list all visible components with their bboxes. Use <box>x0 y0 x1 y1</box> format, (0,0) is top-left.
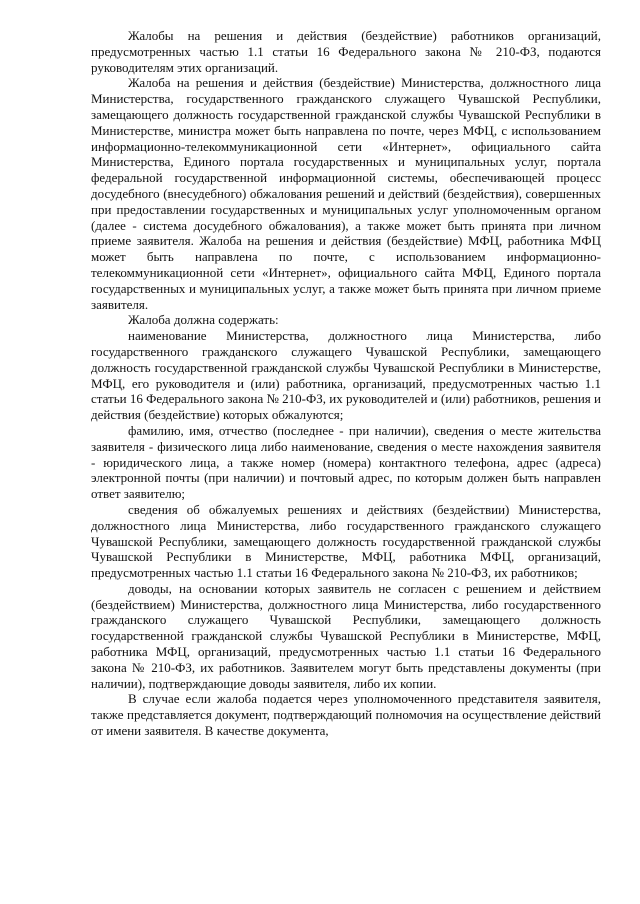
paragraph-complaint-submission-channels: Жалоба на решения и действия (бездействие) Министерства, должностного лица Министерства, государственного гражданского служащего Чувашской Республики, замещающего должность государственной гражданской службы Чувашской Республики в Министерстве, министра может быть направлена по почте, через МФЦ, с использованием информационно-телекоммуникационной сети «Интернет», официального сайта Министерства, Единого портала государственных и муниципальных услуг, портала федеральной государственной информационной системы, обеспечивающей процесс досудебного (внесудебного) обжалования решений и действий (бездействия), совершенных при предоставлении государственных и муниципальных услуг уполномоченным органом (далее - система досудебного обжалования), а также может быть принята при личном приеме заявителя. Жалоба на решения и действия (бездействие) МФЦ, работника МФЦ может быть направлена по почте, с использованием информационно-телекоммуникационной сети «Интернет», официального сайта МФЦ, Единого портала государственных и муниципальных услуг, а также может быть принята при личном приеме заявителя. <box>91 75 601 312</box>
paragraph-complaints-organizations: Жалобы на решения и действия (бездействие) работников организаций, предусмотренных частью 1.1 статьи 16 Федерального закона № 210-ФЗ, подаются руководителям этих организаций. <box>91 28 601 75</box>
paragraph-complaint-item-name: наименование Министерства, должностного лица Министерства, либо государственного гражданского служащего Чувашской Республики, замещающего должность государственной гражданской службы Чувашской Республики в Министерстве, МФЦ, его руководителя и (или) работника, организаций, предусмотренных частью 1.1 статьи 16 Федерального закона № 210-ФЗ, их руководителей и (или) работников, решения и действия (бездействие) которых обжалуются; <box>91 328 601 423</box>
paragraph-representative: В случае если жалоба подается через уполномоченного представителя заявителя, также представляется документ, подтверждающий полномочия на осуществление действий от имени заявителя. В качестве документа, <box>91 691 601 739</box>
paragraph-complaint-item-applicant: фамилию, имя, отчество (последнее - при наличии), сведения о месте жительства заявителя - физического лица либо наименование, сведения о месте нахождения заявителя - юридического лица, а также номер (номера) контактного телефона, адрес (адреса) электронной почты (при наличии) и почтовый адрес, по которым должен быть направлен ответ заявителю; <box>91 422 601 502</box>
paragraph-complaint-item-decisions: сведения об обжалуемых решениях и действиях (бездействии) Министерства, должностного лица Министерства, либо государственного гражданского служащего Чувашской Республики, замещающего должность государственной гражданской службы Чувашской Республики в Министерстве, МФЦ, работника МФЦ, организаций, предусмотренных частью 1.1 статьи 16 Федерального закона № 210-ФЗ, их работников; <box>91 501 601 581</box>
paragraph-complaint-contents-intro: Жалоба должна содержать: <box>128 312 279 328</box>
paragraph-complaint-item-arguments: доводы, на основании которых заявитель не согласен с решением и действием (бездействием) Министерства, должностного лица Министерства, либо государственного гражданского служащего Чувашской Республики, замещающего должность государственной гражданской службы Чувашской Республики в Министерстве, МФЦ, работника МФЦ, организаций, предусмотренных частью 1.1 статьи 16 Федерального закона № 210-ФЗ, их работников. Заявителем могут быть представлены документы (при наличии), подтверждающие доводы заявителя, либо их копии. <box>91 580 601 691</box>
